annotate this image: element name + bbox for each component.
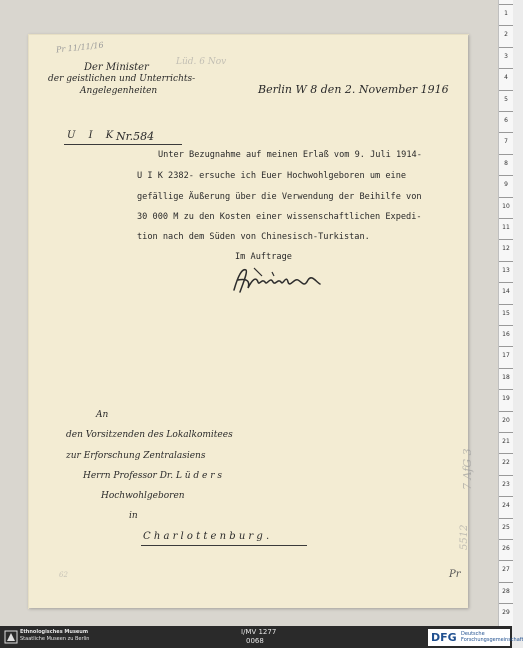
body-line-4: 30 000 M zu den Kosten einer wissenschaftlichen Expedi- bbox=[137, 212, 422, 222]
ruler-tick: 4 bbox=[499, 68, 513, 88]
ruler-tick: 26 bbox=[499, 539, 513, 559]
ruler-tick: 10 bbox=[499, 197, 513, 217]
ruler-tick: 1 bbox=[499, 4, 513, 24]
museum-name: Ethnologisches Museum bbox=[20, 629, 89, 635]
ruler-tick: 12 bbox=[499, 239, 513, 259]
ruler-tick: 24 bbox=[499, 496, 513, 516]
ruler-tick: 29 bbox=[499, 603, 513, 623]
handwritten-signature bbox=[228, 262, 328, 296]
bottom-right-mark: Pr bbox=[449, 569, 461, 580]
ruler-tick: 23 bbox=[499, 475, 513, 495]
ruler-tick: 11 bbox=[499, 218, 513, 238]
ruler-tick: 21 bbox=[499, 432, 513, 452]
recipient-line-committee: zur Erforschung Zentralasiens bbox=[66, 451, 206, 461]
ruler-tick: 8 bbox=[499, 154, 513, 174]
ruler-tick: 14 bbox=[499, 282, 513, 302]
reference-underline bbox=[64, 144, 182, 145]
pencil-note-top-center: Lüd. 6 Nov bbox=[176, 57, 227, 67]
place-date: Berlin W 8 den 2. November 1916 bbox=[258, 83, 449, 96]
recipient-in: in bbox=[129, 511, 138, 521]
recipient-city-underline bbox=[141, 545, 307, 546]
ruler-tick: 19 bbox=[499, 389, 513, 409]
sender-ministry-line: der geistlichen und Unterrichts- bbox=[48, 74, 196, 84]
page-number: 0068 bbox=[246, 637, 264, 645]
ruler-tick: 15 bbox=[499, 304, 513, 324]
ruler-tick: 13 bbox=[499, 261, 513, 281]
ruler-tick: 27 bbox=[499, 560, 513, 580]
bottom-left-mark: 62 bbox=[59, 571, 68, 579]
ruler-tick: 6 bbox=[499, 111, 513, 131]
museum-institution: Staatliche Museen zu Berlin bbox=[20, 636, 90, 642]
recipient-city: C h a r l o t t e n b u r g . bbox=[143, 531, 270, 542]
body-line-2: U I K 2382- ersuche ich Euer Hochwohlgeboren um eine bbox=[137, 171, 407, 181]
body-line-3: gefällige Äußerung über die Verwendung der Beihilfe von bbox=[137, 192, 422, 202]
ruler-tick: 7 bbox=[499, 132, 513, 152]
reference-number: Nr.584 bbox=[116, 130, 155, 143]
dfg-name-line1: Deutsche bbox=[461, 631, 485, 637]
ruler-tick: 16 bbox=[499, 325, 513, 345]
ruler-tick: 22 bbox=[499, 453, 513, 473]
ruler-tick: 3 bbox=[499, 47, 513, 67]
recipient-line-chair: den Vorsitzenden des Lokalkomitees bbox=[66, 430, 233, 440]
ruler-tick: 25 bbox=[499, 518, 513, 538]
dfg-wordmark: DFG bbox=[431, 631, 457, 644]
recipient-honorific: Hochwohlgeboren bbox=[101, 491, 185, 501]
closing-phrase: Im Auftrage bbox=[235, 252, 292, 262]
ruler-tick: 9 bbox=[499, 175, 513, 195]
ruler-tick: 18 bbox=[499, 368, 513, 388]
ruler-tick: 20 bbox=[499, 411, 513, 431]
recipient-an: An bbox=[96, 410, 109, 420]
letter-sheet bbox=[28, 34, 468, 608]
measurement-ruler bbox=[498, 0, 513, 626]
dfg-name-line2: Forschungsgemeinschaft bbox=[461, 637, 523, 643]
body-line-1: Unter Bezugnahme auf meinen Erlaß vom 9. Juli 1914- bbox=[158, 150, 422, 160]
ruler-tick: 2 bbox=[499, 25, 513, 45]
museum-logo-icon bbox=[4, 630, 18, 644]
sender-affairs-line: Angelegenheiten bbox=[80, 86, 158, 96]
reference-prefix: U I K bbox=[67, 130, 119, 141]
ruler-tick: 17 bbox=[499, 346, 513, 366]
margin-pencil-number: 5512 bbox=[459, 524, 470, 550]
body-line-5: tion nach dem Süden von Chinesisch-Turkistan. bbox=[137, 232, 370, 242]
ruler-tick: 5 bbox=[499, 90, 513, 110]
recipient-name: Herrn Professor Dr. L ü d e r s bbox=[83, 471, 223, 481]
archive-id: I/MV 1277 bbox=[241, 628, 277, 636]
dfg-logo bbox=[428, 629, 523, 646]
pencil-note-top-left: Pr 11/11/16 bbox=[55, 40, 104, 55]
sender-title: Der Minister bbox=[84, 62, 149, 73]
ruler-tick: 28 bbox=[499, 582, 513, 602]
margin-pencil-note: 7 AfG 3 bbox=[461, 448, 474, 490]
